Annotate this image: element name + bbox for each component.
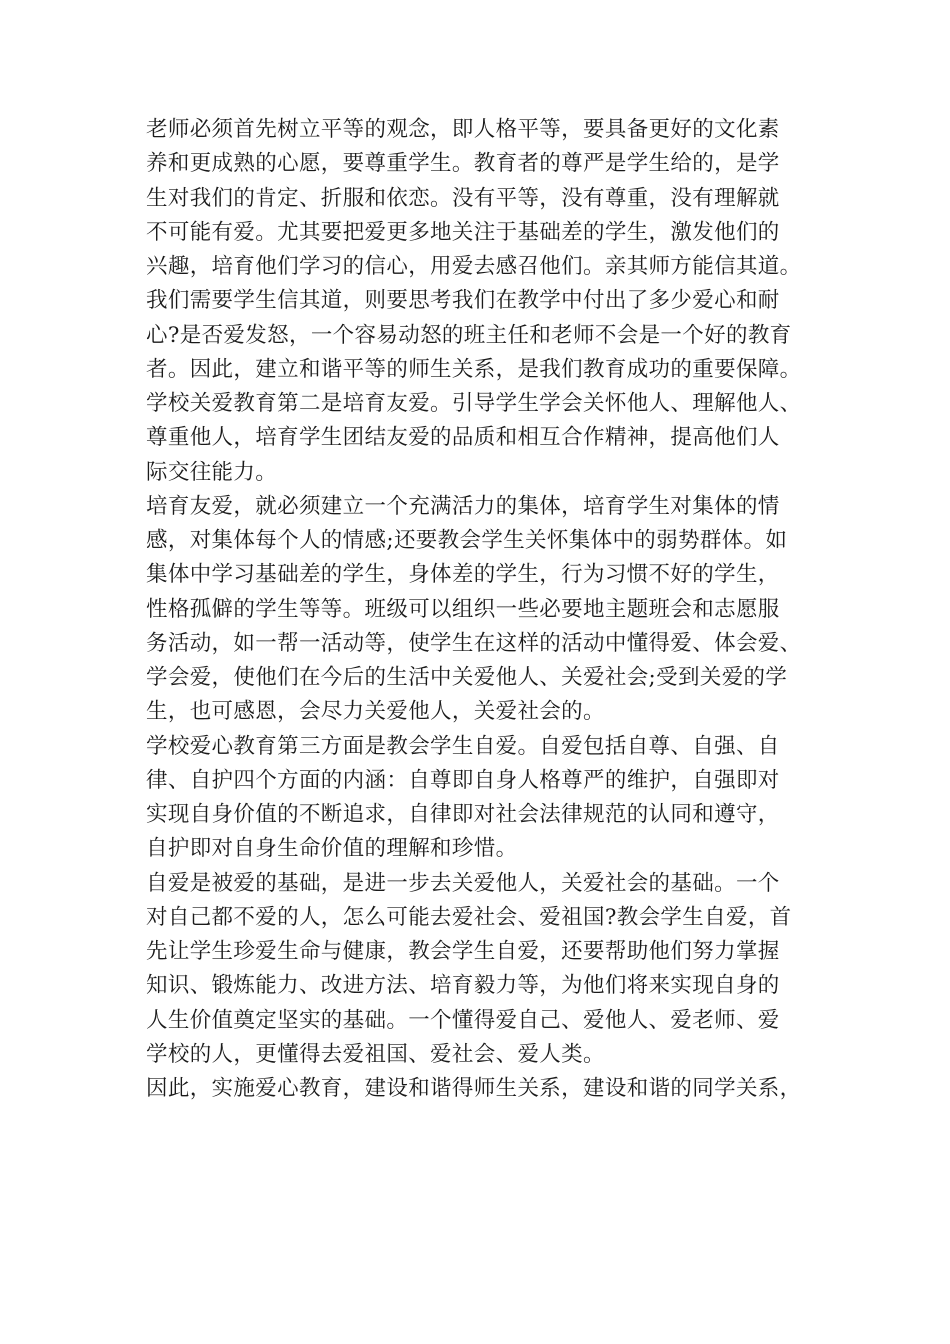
text-line: 生对我们的肯定、折服和依恋。没有平等，没有尊重，没有理解就 — [146, 185, 780, 211]
text-line: 尊重他人，培育学生团结友爱的品质和相互合作精神，提高他们人 — [146, 425, 780, 451]
text-line: 我们需要学生信其道，则要思考我们在教学中付出了多少爱心和耐 — [146, 288, 780, 314]
text-line: 人生价值奠定坚实的基础。一个懂得爱自己、爱他人、爱老师、爱 — [146, 1007, 780, 1033]
text-line: 培育友爱，就必须建立一个充满活力的集体，培育学生对集体的情 — [146, 493, 780, 519]
text-line: 不可能有爱。尤其要把爱更多地关注于基础差的学生，激发他们的 — [146, 219, 780, 245]
text-line: 务活动，如一帮一活动等，使学生在这样的活动中懂得爱、体会爱、 — [146, 630, 802, 656]
text-line: 因此，实施爱心教育，建设和谐得师生关系，建设和谐的同学关系， — [146, 1076, 802, 1101]
text-line: 实现自身价值的不断追求，自律即对社会法律规范的认同和遵守， — [146, 802, 780, 827]
text-line: 自爱是被爱的基础，是进一步去关爱他人，关爱社会的基础。一个 — [146, 870, 780, 896]
text-line: 养和更成熟的心愿，要尊重学生。教育者的尊严是学生给的，是学 — [146, 151, 780, 177]
text-line: 心?是否爱发怒，一个容易动怒的班主任和老师不会是一个好的教育 — [146, 322, 792, 348]
body-text — [146, 113, 836, 1106]
text-line: 生，也可感恩，会尽力关爱他人，关爱社会的。 — [146, 699, 605, 725]
text-line: 学校爱心教育第三方面是教会学生自爱。自爱包括自尊、自强、自 — [146, 733, 780, 759]
text-line: 性格孤僻的学生等等。班级可以组织一些必要地主题班会和志愿服 — [146, 596, 780, 622]
text-line: 兴趣，培育他们学习的信心，用爱去感召他们。亲其师方能信其道。 — [146, 254, 802, 279]
text-line: 自护即对自身生命价值的理解和珍惜。 — [146, 836, 518, 862]
text-line: 先让学生珍爱生命与健康，教会学生自爱，还要帮助他们努力掌握 — [146, 939, 780, 964]
text-line: 知识、锻炼能力、改进方法、培育毅力等，为他们将来实现自身的 — [146, 973, 780, 999]
text-line: 学校关爱教育第二是培育友爱。引导学生学会关怀他人、理解他人、 — [146, 391, 802, 416]
text-line: 学校的人，更懂得去爱祖国、爱社会、爱人类。 — [146, 1041, 605, 1067]
text-line: 对自己都不爱的人，怎么可能去爱社会、爱祖国?教会学生自爱，首 — [146, 904, 792, 930]
text-line: 学会爱，使他们在今后的生活中关爱他人、关爱社会;受到关爱的学 — [146, 665, 788, 690]
text-line: 律、自护四个方面的内涵：自尊即自身人格尊严的维护，自强即对 — [146, 767, 780, 793]
text-line: 老师必须首先树立平等的观念，即人格平等，要具备更好的文化素 — [146, 117, 780, 142]
text-line: 际交往能力。 — [146, 459, 278, 485]
text-line: 者。因此，建立和谐平等的师生关系，是我们教育成功的重要保障。 — [146, 356, 802, 382]
text-line: 感，对集体每个人的情感;还要教会学生关怀集体中的弱势群体。如 — [146, 528, 788, 553]
text-line: 集体中学习基础差的学生，身体差的学生，行为习惯不好的学生， — [146, 562, 780, 588]
